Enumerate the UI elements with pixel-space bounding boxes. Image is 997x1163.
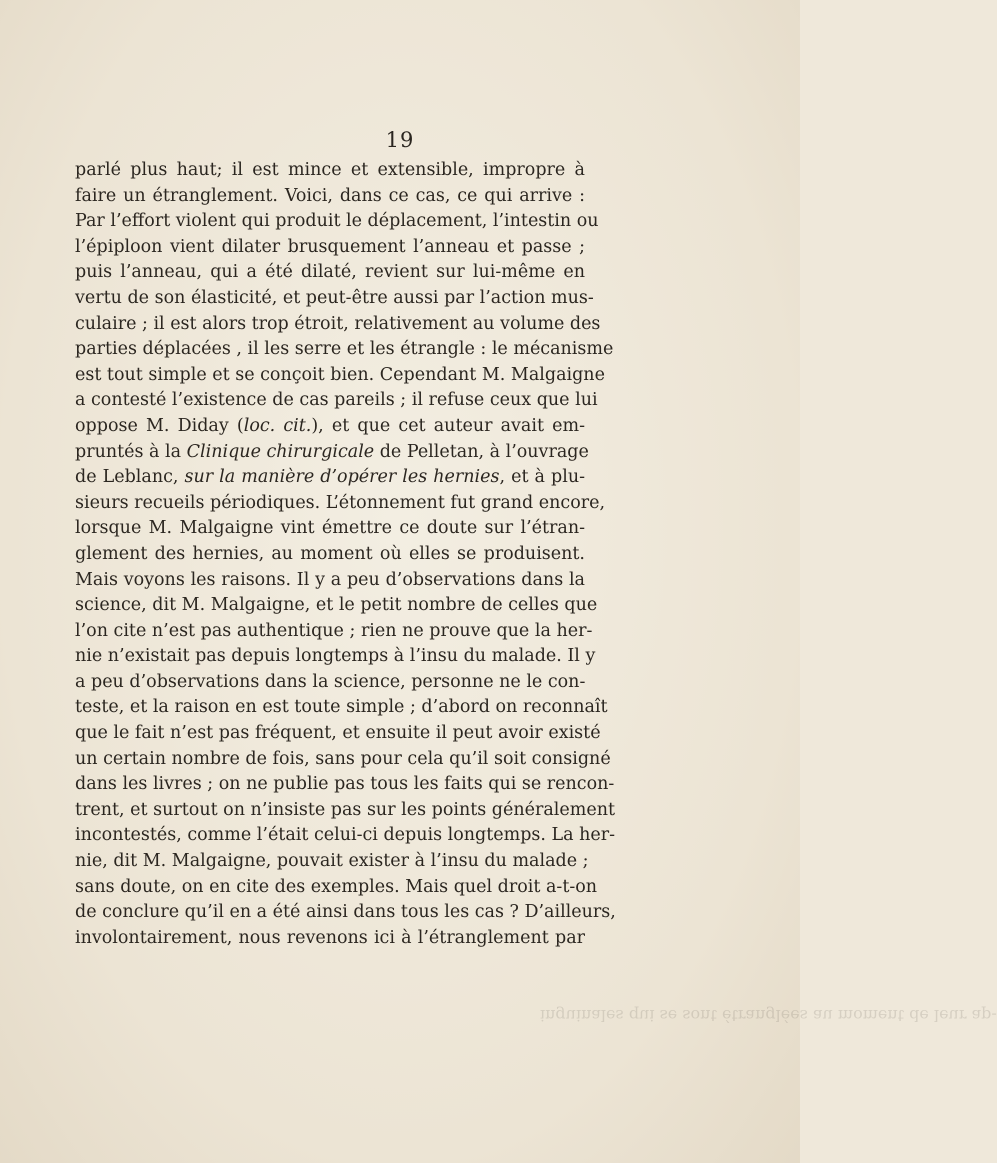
text-segment: dans les livres ; on ne publie pas tous les faits qui se rencon-	[75, 774, 615, 795]
text-segment: de conclure qu’il en a été ainsi dans tous les cas ? D’ailleurs,	[75, 902, 616, 923]
text-line	[75, 516, 585, 542]
text-line	[75, 926, 585, 952]
text-line	[75, 823, 616, 849]
text-segment: a peu d’observations dans la science, personne ne le con-	[75, 671, 586, 692]
text-segment: l’épiploon vient dilater brusquement l’anneau et passe ;	[75, 236, 585, 257]
text-line	[75, 695, 608, 721]
text-line	[75, 747, 611, 773]
text-segment: lorsque M. Malgaigne vint émettre ce doute sur l’étran-	[75, 518, 585, 539]
italic-text: sur la manière d’opérer les hernies	[184, 467, 500, 488]
text-segment: est tout simple et se conçoit bien. Cependant M. Malgaigne	[75, 364, 605, 385]
text-segment: science, dit M. Malgaigne, et le petit nombre de celles que	[75, 595, 598, 616]
text-segment: Mais voyons les raisons. Il y a peu d’observations dans la	[75, 569, 585, 590]
text-segment: vertu de son élasticité, et peut-être aussi par l’action mus-	[75, 287, 594, 308]
text-segment: sans doute, on en cite des exemples. Mais quel droit a-t-on	[75, 876, 598, 897]
text-segment: un certain nombre de fois, sans pour cela qu’il soit consigné	[75, 748, 611, 769]
text-line	[75, 312, 601, 338]
text-segment: de Leblanc,	[75, 467, 185, 488]
text-line	[75, 209, 599, 235]
text-line	[75, 875, 598, 901]
text-line	[75, 158, 585, 184]
text-line	[75, 568, 585, 594]
body-text	[75, 158, 616, 951]
text-segment: parties déplacées , il les serre et les étrangle : le mécanisme	[75, 339, 614, 360]
page-number: 19	[385, 128, 415, 152]
text-line	[75, 644, 596, 670]
italic-text: Clinique chirurgicale	[186, 441, 375, 462]
text-line	[75, 440, 589, 466]
text-line	[75, 363, 605, 389]
text-segment: parlé plus haut; il est mince et extensible, impropre à	[75, 160, 585, 180]
text-segment: pruntés à la	[75, 441, 187, 462]
text-line	[75, 900, 616, 926]
text-segment: sieurs recueils périodiques. L’étonnement fut grand encore,	[75, 492, 606, 513]
text-line	[75, 491, 606, 517]
text-line	[75, 286, 594, 312]
text-segment: ), et que cet auteur avait em-	[311, 415, 585, 436]
text-segment: teste, et la raison en est toute simple ; d’abord on reconnaît	[75, 697, 608, 718]
text-line	[75, 619, 593, 645]
text-line	[75, 670, 585, 696]
text-segment: Par l’effort violent qui produit le déplacement, l’intestin ou	[75, 211, 599, 232]
text-segment: involontairement, nous revenons ici à l’étranglement par	[75, 927, 585, 948]
text-line	[75, 235, 585, 261]
text-line	[75, 798, 615, 824]
text-segment: que le fait n’est pas fréquent, et ensuite il peut avoir existé	[75, 723, 601, 744]
text-line	[75, 593, 598, 619]
text-segment: culaire ; il est alors trop étroit, relativement au volume des	[75, 313, 601, 334]
text-segment: a contesté l’existence de cas pareils ; il refuse ceux que lui	[75, 390, 598, 411]
text-line	[75, 184, 585, 210]
show-through-text: inguinales qui se sont étranglées au moment de leur ap-	[540, 1006, 997, 1025]
italic-text: loc. cit.	[243, 415, 312, 436]
text-line	[75, 388, 598, 414]
text-line	[75, 337, 614, 363]
text-line	[75, 260, 585, 286]
text-segment: , et à plu-	[499, 467, 586, 488]
text-segment: trent, et surtout on n’insiste pas sur les points généralement	[75, 799, 615, 820]
text-segment: de Pelletan, à l’ouvrage	[374, 441, 589, 462]
text-segment: puis l’anneau, qui a été dilaté, revient sur lui-même en	[75, 262, 585, 283]
text-segment: incontestés, comme l’était celui-ci depuis longtemps. La her-	[75, 825, 616, 846]
text-line	[75, 849, 589, 875]
text-line	[75, 721, 601, 747]
text-segment: nie, dit M. Malgaigne, pouvait exister à l’insu du malade ;	[75, 851, 589, 872]
text-segment: nie n’existait pas depuis longtemps à l’insu du malade. Il y	[75, 646, 596, 667]
text-segment: oppose M. Diday (	[75, 415, 244, 436]
text-line	[75, 542, 585, 568]
text-segment: glement des hernies, au moment où elles se produisent.	[75, 543, 585, 564]
text-line	[75, 465, 585, 491]
text-line	[75, 414, 585, 440]
text-line	[75, 772, 615, 798]
text-segment: faire un étranglement. Voici, dans ce cas, ce qui arrive :	[75, 185, 585, 206]
text-segment: l’on cite n’est pas authentique ; rien ne prouve que la her-	[75, 620, 593, 641]
